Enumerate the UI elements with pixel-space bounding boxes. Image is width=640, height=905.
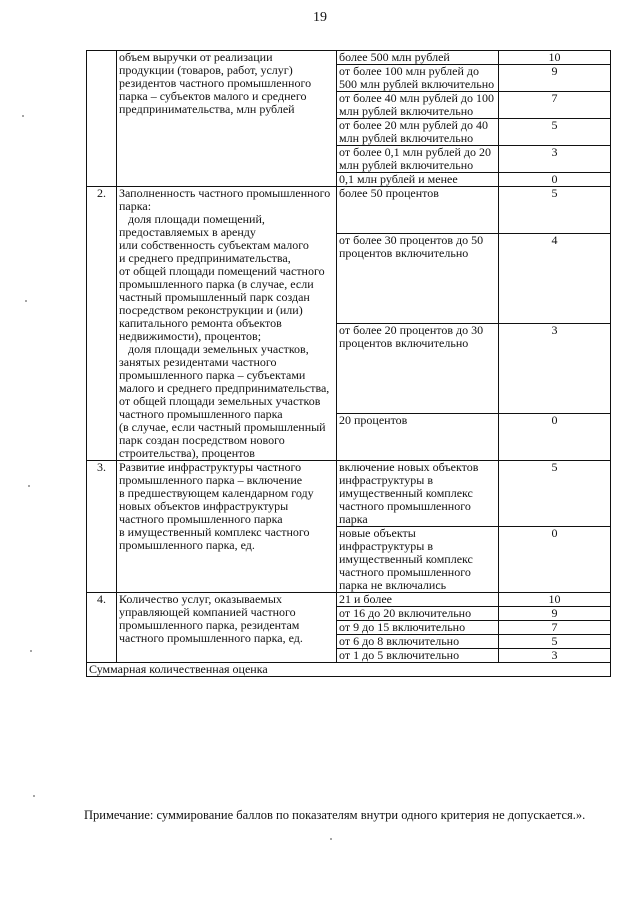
table-row — [87, 593, 611, 607]
criterion-text-line: частного промышленного парка, ед. — [119, 631, 303, 645]
option-condition: от более 0,1 млн рублей до 20 млн рублей включительно — [337, 146, 499, 173]
criterion-text-line: парк создан посредством нового — [119, 433, 285, 447]
option-condition: от более 30 процентов до 50 процентов включительно — [337, 233, 499, 323]
criterion-text-line: частного промышленного парка — [119, 512, 283, 526]
criterion-text-line: (в случае, если частный промышленный — [119, 420, 326, 434]
criterion-number — [87, 51, 117, 187]
criterion-text-line: в имущественный комплекс частного — [119, 525, 310, 539]
option-condition: от 1 до 5 включительно — [337, 649, 499, 663]
criterion-text-line: промышленного парка – включение — [119, 473, 303, 487]
criterion-text-line: строительства), процентов — [119, 446, 255, 460]
option-score: 0 — [499, 414, 611, 461]
table-row — [87, 461, 611, 527]
criterion-text-line: предоставляемых в аренду — [119, 225, 256, 239]
criterion-text-line: недвижимости), процентов; — [119, 329, 262, 343]
criterion-text-line: парка – субъектов малого и среднего — [119, 89, 307, 103]
option-condition: от 6 до 8 включительно — [337, 635, 499, 649]
table-row — [87, 51, 611, 65]
criterion-text-line: промышленного парка (в случае, если — [119, 277, 314, 291]
total-row — [87, 663, 611, 677]
scan-speck — [22, 115, 24, 117]
scan-speck — [25, 300, 27, 302]
option-score: 3 — [499, 649, 611, 663]
criterion-description — [117, 51, 337, 187]
criterion-text-line: Количество услуг, оказываемых — [119, 592, 282, 606]
criterion-text-line: в предшествующем календарном году — [119, 486, 314, 500]
criterion-text-line: капитального ремонта объектов — [119, 316, 282, 330]
scan-speck — [28, 485, 30, 487]
criterion-text-line: доля площади земельных участков, — [119, 342, 309, 356]
criterion-text-line: промышленного парка – субъектами — [119, 368, 306, 382]
criterion-text-line: Развитие инфраструктуры частного — [119, 460, 302, 474]
criterion-text-line: и среднего предпринимательства, — [119, 251, 291, 265]
criterion-text-line: предпринимательства, млн рублей — [119, 102, 295, 116]
option-score: 10 — [499, 51, 611, 65]
criterion-text-line: продукции (товаров, работ, услуг) — [119, 63, 293, 77]
option-condition: от более 20 процентов до 30 процентов включительно — [337, 323, 499, 413]
footnote: Примечание: суммирование баллов по показателям внутри одного критерия не допускается.». — [84, 808, 586, 822]
option-score: 3 — [499, 323, 611, 413]
option-score: 9 — [499, 607, 611, 621]
option-condition: более 500 млн рублей — [337, 51, 499, 65]
criterion-description — [117, 187, 337, 461]
criterion-text-line: или собственность субъектам малого — [119, 238, 309, 252]
criterion-text-line: парка: — [119, 199, 152, 213]
option-score: 9 — [499, 65, 611, 92]
option-score: 5 — [499, 461, 611, 527]
option-condition: от более 20 млн рублей до 40 млн рублей включительно — [337, 119, 499, 146]
criterion-number: 3. — [87, 461, 117, 593]
criterion-number: 4. — [87, 593, 117, 663]
criterion-text-line: малого и среднего предпринимательства, — [119, 381, 330, 395]
table-row — [87, 187, 611, 234]
criterion-text-line: от общей площади помещений частного — [119, 264, 325, 278]
criterion-text-line: занятых резидентами частного — [119, 355, 277, 369]
option-condition: включение новых объектов инфраструктуры в имущественный комплекс частного промышленного парка — [337, 461, 499, 527]
option-score: 10 — [499, 593, 611, 607]
option-score: 3 — [499, 146, 611, 173]
criterion-text-line: частного промышленного парка — [119, 407, 283, 421]
criterion-text-line: резидентов частного промышленного — [119, 76, 312, 90]
criterion-text-line: управляющей компанией частного — [119, 605, 296, 619]
criterion-number: 2. — [87, 187, 117, 461]
option-condition: от более 40 млн рублей до 100 млн рублей включительно — [337, 92, 499, 119]
option-condition: от 9 до 15 включительно — [337, 621, 499, 635]
option-condition: новые объекты инфраструктуры в имущественный комплекс частного промышленного парка не включались — [337, 527, 499, 593]
option-condition: 0,1 млн рублей и менее — [337, 173, 499, 187]
option-score: 4 — [499, 233, 611, 323]
option-condition: 20 процентов — [337, 414, 499, 461]
scan-speck — [30, 650, 32, 652]
criterion-text-line: Заполненность частного промышленного — [119, 186, 331, 200]
option-score: 7 — [499, 92, 611, 119]
option-score: 5 — [499, 119, 611, 146]
criterion-description — [117, 593, 337, 663]
criterion-text-line: промышленного парка, ед. — [119, 538, 255, 552]
criterion-text-line: доля площади помещений, — [119, 212, 265, 226]
option-score: 7 — [499, 621, 611, 635]
criteria-table — [86, 50, 611, 677]
criterion-description — [117, 461, 337, 593]
page-number: 19 — [313, 10, 327, 25]
option-score: 0 — [499, 527, 611, 593]
criterion-text-line: от общей площади земельных участков — [119, 394, 321, 408]
scan-speck — [330, 838, 332, 840]
option-condition: от более 100 млн рублей до 500 млн рублей включительно — [337, 65, 499, 92]
option-score: 0 — [499, 173, 611, 187]
scan-speck — [33, 795, 35, 797]
option-score: 5 — [499, 635, 611, 649]
criterion-text-line: объем выручки от реализации — [119, 50, 273, 64]
criterion-text-line: посредством реконструкции и (или) — [119, 303, 303, 317]
option-condition: 21 и более — [337, 593, 499, 607]
option-condition: более 50 процентов — [337, 187, 499, 234]
option-condition: от 16 до 20 включительно — [337, 607, 499, 621]
criterion-text-line: промышленного парка, резидентам — [119, 618, 300, 632]
criterion-text-line: частный промышленный парк создан — [119, 290, 310, 304]
total-label: Суммарная количественная оценка — [87, 663, 611, 677]
option-score: 5 — [499, 187, 611, 234]
criterion-text-line: новых объектов инфраструктуры — [119, 499, 289, 513]
